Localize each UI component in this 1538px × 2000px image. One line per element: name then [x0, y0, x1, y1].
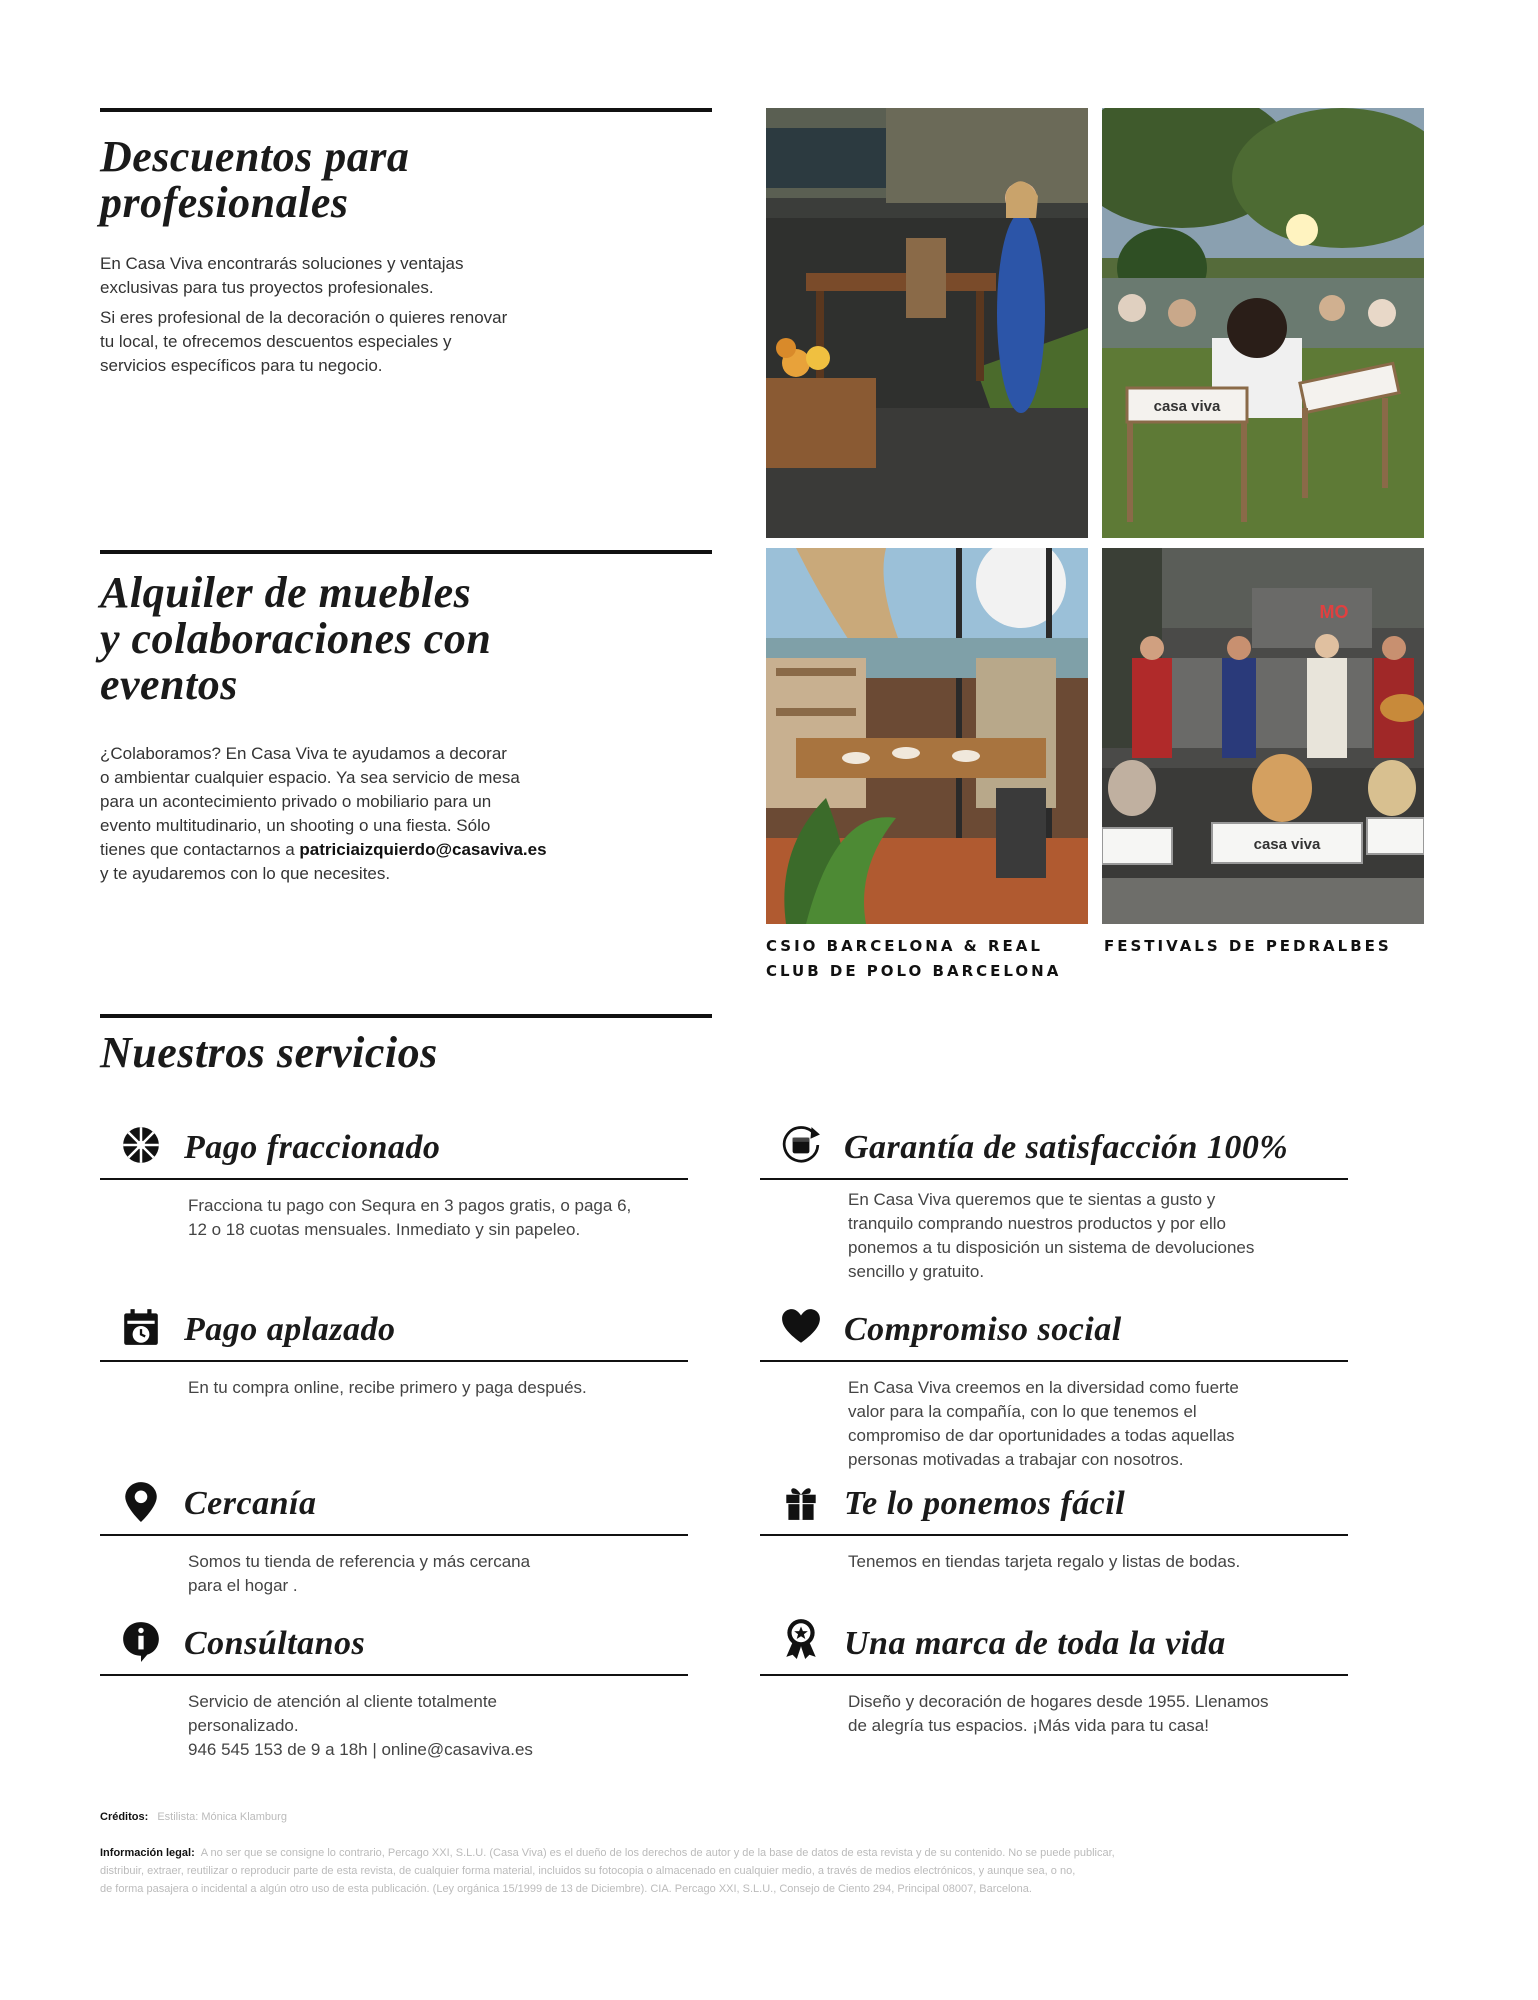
photo-caption-pedralbes: FESTIVALS DE PEDRALBES — [1104, 937, 1392, 955]
service-cercania — [100, 1474, 688, 1598]
servicios-title: Nuestros servicios — [100, 1028, 438, 1077]
photo-csio-table-setting-image — [766, 108, 1088, 538]
photo-caption-csio: CSIO BARCELONA & REAL CLUB DE POLO BARCELONA — [766, 937, 1062, 980]
descuentos-paragraph-2: Si eres profesional de la decoración o quieres renovar tu local, te ofrecemos descuentos especiales y servicios específicos para tu negocio. — [100, 308, 508, 375]
award-rosette-icon — [780, 1614, 822, 1662]
service-title: Consúltanos — [184, 1625, 366, 1662]
service-pago-fraccionado — [100, 1118, 688, 1242]
service-pago-aplazado — [100, 1300, 688, 1400]
descuentos-title: Descuentos para profesionales — [100, 132, 410, 227]
calendar-clock-icon — [120, 1306, 162, 1348]
service-una-marca — [760, 1614, 1348, 1738]
service-title: Te lo ponemos fácil — [844, 1485, 1126, 1522]
alquiler-body: ¿Colaboramos? En Casa Viva te ayudamos a decorar o ambientar cualquier espacio. Ya sea servicio de mesa para un acontecimiento privado o mobiliario para un evento multitudinario, un shooting o una fiesta. Sólo tienes que contactarnos a patriciaizquierdo@casaviva.es y te ayudaremos con lo que necesites. — [100, 744, 547, 883]
service-garantia — [760, 1118, 1348, 1284]
service-title: Cercanía — [184, 1485, 317, 1522]
descuentos-section — [100, 134, 700, 378]
audience-chair-label: casa viva — [1253, 836, 1321, 853]
photo-csio-tent-dining-image — [766, 548, 1088, 924]
descuentos-body — [100, 252, 700, 378]
photo-csio-garden-event — [1102, 108, 1424, 538]
credits-label: Créditos: — [100, 1811, 149, 1823]
alquiler-title: Alquiler de muebles y colaboraciones con eventos — [100, 568, 492, 709]
photo-csio-table-setting — [766, 108, 1088, 538]
heart-icon — [780, 1306, 822, 1348]
return-box-icon — [780, 1124, 822, 1166]
location-pin-icon — [120, 1480, 162, 1522]
service-description: Fracciona tu pago con Sequra en 3 pagos gratis, o paga 6, 12 o 18 cuotas mensuales. Inmediato y sin papeleo. — [188, 1196, 632, 1239]
photo-pedralbes-concert-image — [1102, 548, 1424, 924]
contact-email-link[interactable]: patriciaizquierdo@casaviva.es — [299, 840, 547, 859]
photo-csio-tent-dining — [766, 548, 1088, 924]
legal-information: Información legal: A no ser que se consigne lo contrario, Percago XXI, S.L.U. (Casa Viva) es el dueño de los derechos de autor y de la base de datos de esta revista y de su contenido. No se puede publicar, distribuir, extraer, reutilizar o reproducir parte de esta revista, de cualquier forma material, incluidos su fotocopia o almacenado en cualquier medio, a través de medios electrónicos, y aunque sea, o no, de forma pasajera o incidental a algún otro uso de esta publicación. (Ley orgánica 15/1999 de 13 de Diciembre). CIA. Percago XXI, S.L.U., Consejo de Ciento 294, Principal 08007, Barcelona. — [100, 1847, 1115, 1895]
service-title: Pago fraccionado — [184, 1129, 441, 1166]
photo-csio-garden-event-image — [1102, 108, 1424, 538]
credits-line — [100, 1808, 1380, 1826]
service-consultanos — [100, 1614, 688, 1762]
section-divider-alquiler — [100, 550, 712, 554]
service-description: En tu compra online, recibe primero y paga después. — [188, 1378, 587, 1397]
descuentos-paragraph-1: En Casa Viva encontrarás soluciones y ventajas exclusivas para tus proyectos profesionales. — [100, 254, 464, 297]
service-compromiso-social — [760, 1300, 1348, 1472]
aperture-icon — [120, 1124, 162, 1166]
legal-label: Información legal: — [100, 1847, 195, 1859]
photo-pedralbes-concert — [1102, 548, 1424, 924]
chair-label-casa-viva: casa viva — [1153, 398, 1221, 415]
info-bubble-icon — [120, 1620, 162, 1662]
credits-text: Estilista: Mónica Klamburg — [157, 1811, 287, 1823]
service-title: Una marca de toda la vida — [844, 1625, 1226, 1662]
service-te-lo-ponemos-facil — [760, 1474, 1348, 1574]
section-divider-descuentos — [100, 108, 712, 112]
service-description: En Casa Viva queremos que te sientas a gusto y tranquilo comprando nuestros productos y por ello ponemos a tu disposición un sistema de devoluciones sencillo y gratuito. — [848, 1190, 1255, 1281]
service-description: Tenemos en tiendas tarjeta regalo y listas de bodas. — [848, 1552, 1241, 1571]
service-title: Compromiso social — [844, 1311, 1122, 1348]
service-title: Garantía de satisfacción 100% — [844, 1129, 1289, 1166]
alquiler-section — [100, 570, 720, 886]
service-description: En Casa Viva creemos en la diversidad como fuerte valor para la compañía, con lo que tenemos el compromiso de dar oportunidades a todas aquellas personas motivadas a trabajar con nosotros. — [848, 1378, 1239, 1469]
gift-icon — [780, 1480, 822, 1522]
stage-sign-text: MO — [1319, 602, 1349, 622]
service-title: Pago aplazado — [184, 1311, 396, 1348]
contact-phone-email[interactable]: 946 545 153 de 9 a 18h | online@casaviva.es — [188, 1740, 533, 1759]
service-description: Somos tu tienda de referencia y más cercana para el hogar . — [188, 1552, 531, 1595]
section-divider-servicios — [100, 1014, 712, 1018]
service-description: Servicio de atención al cliente totalmente personalizado. 946 545 153 de 9 a 18h | online@casaviva.es — [188, 1690, 678, 1762]
service-description: Diseño y decoración de hogares desde 1955. Llenamos de alegría tus espacios. ¡Más vida para tu casa! — [848, 1692, 1269, 1735]
